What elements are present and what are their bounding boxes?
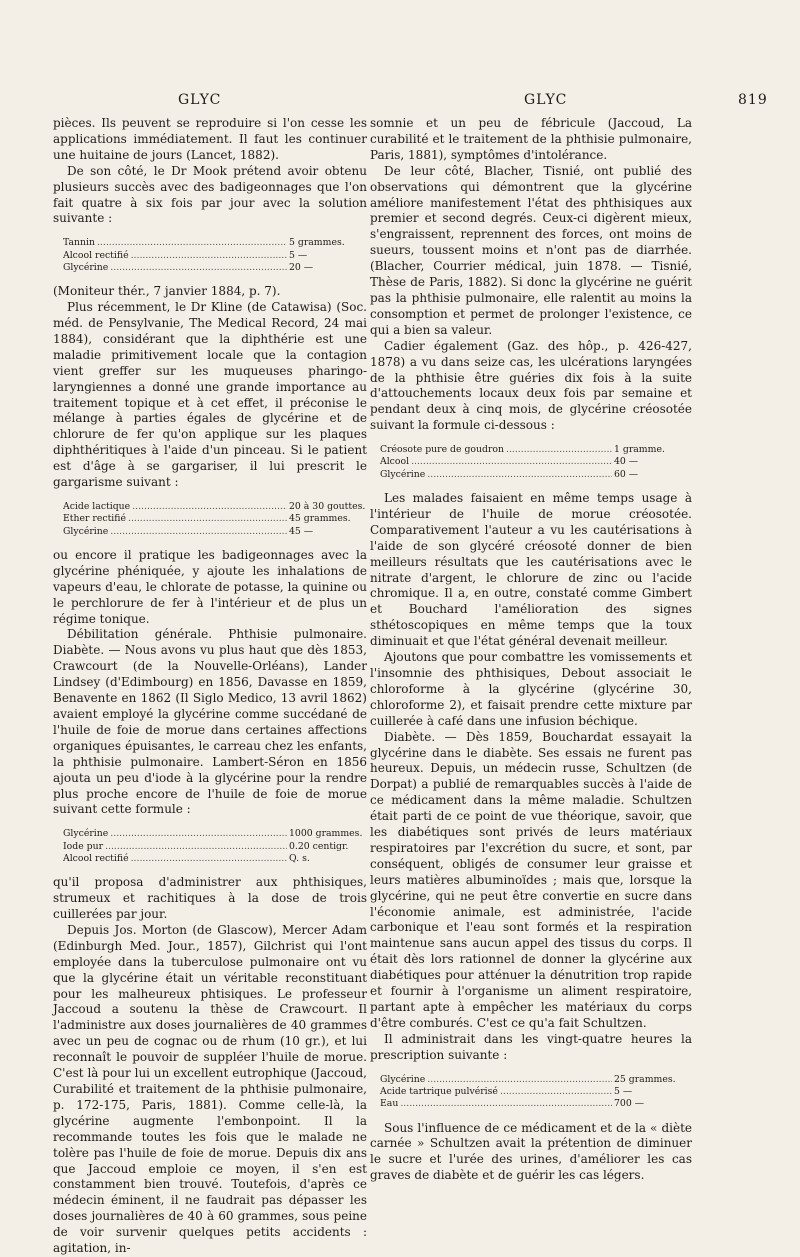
paragraph: Depuis Jos. Morton (de Glascow), Mercer Adam (Edinburgh Med. Jour., 1857), Gilchrist qui l'ont employée dans la tuberculose pulmonaire ont vu que la glycérine était un véritable reconstituant pour les malheureux phtisiques. Le professeur Jaccoud a soutenu la thèse de Crawcourt. Il l'administre aux doses journalières de 40 grammes avec un peu de cognac ou de rhum (10 gr.), et lui reconnaît le pouvoir de suppléer l'huile de morue. C'est là pour lui un excellent eutrophique (Jaccoud, Curabilité et traitement de la phthisie pulmonaire, p. 172-175, Paris, 1881). Comme celle-là, la glycérine augmente l'embonpoint. Il la recommande toutes les fois que le malade ne tolère pas l'huile de foie de morue. Depuis dix ans que Jaccoud emploie ce moyen, il s'en est constamment bien trouvé. Toutefois, d'après ce médecin éminent, il ne faudrait pas dépasser les doses journalières de 40 à 60 grammes, sous peine de voir survenir quelques petits accidents : agitation, in- [53, 922, 367, 1256]
paragraph: ou encore il pratique les badigeonnages avec la glycérine phéniquée, y ajoute les inhalations de vapeurs d'eau, le chlorate de potasse, la quinine ou le perchlorure de fer à l'intérieur et de plus un régime tonique. [53, 547, 367, 626]
recipe-row [63, 526, 367, 538]
quantity: 20 à 30 gouttes. [289, 501, 366, 513]
quantity: 45 grammes. [289, 513, 351, 525]
ingredient: Glycérine [63, 525, 109, 537]
ingredient: Acide lactique [63, 501, 131, 513]
paragraph: De leur côté, Blacher, Tisnié, ont publié des observations qui démontrent que la glycérine améliore manifestement l'état des phthisiques aux premier et second degrés. Ceux-ci digèrent mieux, s'engraissent, reprennent des forces, ont moins de sueurs, toussent moins et n'ont pas de diarrhée. (Blacher, Courrier médical, juin 1878. — Tisnié, Thèse de Paris, 1882). Si donc la glycérine ne guérit pas la phthisie pulmonaire, elle ralentit au moins la consomption et permet de prolonger l'existence, ce qui a bien sa valeur. [370, 163, 692, 337]
paragraph: De son côté, le Dr Mook prétend avoir obtenu plusieurs succès avec des badigeonnages que l'on fait quatre à six fois par jour avec la solution suivante : [53, 163, 367, 226]
recipe-row [63, 513, 367, 525]
quantity: 1 gramme. [614, 444, 665, 456]
recipe-row [380, 1098, 692, 1110]
quantity: 700 — [614, 1098, 644, 1110]
recipe-row [63, 250, 367, 262]
ingredient: Ether rectifié [63, 513, 126, 525]
section-paragraph: Diabète. — Dès 1859, Bouchardat essayait la glycérine dans le diabète. Ses essais ne furent pas heureux. Depuis, un médecin russe, Schultzen (de Dorpat) a publié de remarquables succès à l'aide de ce médicament dans la même maladie. Schultzen était parti de ce point de vue théorique, savoir, que les diabétiques sont privés de leurs matériaux respiratoires par l'excrétion du sucre, et sont, par conséquent, obligés de consumer leur graisse et leurs matières albuminoïdes ; mais que, lorsque la glycérine, qui ne peut être convertie en sucre dans l'économie animale, est administrée, l'acide carbonique et l'eau sont formés et la respiration maintenue sans aucun appel des tissus du corps. Il était dès lors rationnel de donner la glycérine aux diabétiques pour atténuer la dénutrition trop rapide et fournir à l'organisme un aliment respiratoire, partant apte à empêcher les matériaux du corps d'être comburés. C'est ce qu'a fait Schultzen. [370, 729, 692, 1030]
section-paragraph: Débilitation générale. Phthisie pulmonaire. Diabète. — Nous avons vu plus haut que dès 1853, Crawcourt (de la Nouvelle-Orléans), Lander Lindsey (d'Edimbourg) en 1856, Davasse en 1859, Benavente en 1862 (Il Siglo Medico, 13 avril 1862) avaient employé la glycérine comme succédané de l'huile de foie de morue dans certaines affections organiques épuisantes, le carreau chez les enfants, la phthisie pulmonaire. Lambert-Séron en 1856 ajouta un peu d'iode à la glycérine pour la rendre plus proche encore de l'huile de foie de morue suivant cette formule : [53, 627, 367, 817]
recipe-row [380, 1086, 692, 1098]
ingredient: Glycérine [63, 261, 109, 273]
quantity: 5 grammes. [289, 237, 345, 249]
recipe-table [380, 1074, 692, 1111]
recipe-row [380, 444, 692, 456]
page-number: 819 [738, 92, 768, 108]
quantity: 0.20 centigr. [289, 840, 349, 852]
recipe-table [63, 501, 367, 538]
recipe-row [380, 456, 692, 468]
paragraph: Il administrait dans les vingt-quatre heures la prescription suivante : [370, 1031, 692, 1062]
quantity: 5 — [289, 249, 308, 261]
paragraph: pièces. Ils peuvent se reproduire si l'on cesse les applications immédiatement. Il faut les continuer une huitaine de jours (Lancet, 1882). [53, 116, 367, 162]
quantity: 20 — [289, 261, 314, 273]
ingredient: Tannin [63, 237, 95, 249]
recipe-table [63, 828, 367, 865]
recipe-row [63, 501, 367, 513]
running-head-left: GLYC [178, 92, 222, 108]
running-head-right: GLYC [524, 92, 568, 108]
ingredient: Glycérine [380, 468, 426, 480]
ingredient: Glycérine [380, 1073, 426, 1085]
recipe-row [380, 469, 692, 481]
paragraph: somnie et un peu de fébricule (Jaccoud, La curabilité et le traitement de la phthisie pulmonaire, Paris, 1881), symptômes d'intolérance. [370, 116, 692, 162]
quantity: 40 — [614, 456, 639, 468]
recipe-table [380, 444, 692, 481]
quantity: Q. s. [289, 852, 310, 864]
paragraph: Sous l'influence de ce médicament et de la « diète carnée » Schultzen avait la prétention de diminuer le sucre et l'urée des urines, d'améliorer les cas graves de diabète et de guérir les cas légers. [370, 1120, 692, 1183]
paragraph: Ajoutons que pour combattre les vomissements et l'insomnie des phthisiques, Debout associait le chloroforme à la glycérine (glycérine 30, chloroforme 2), et faisait prendre cette mixture par cuillerée à café dans une infusion béchique. [370, 650, 692, 728]
recipe-row [63, 828, 367, 840]
left-column [53, 116, 367, 1257]
recipe-row [380, 1074, 692, 1086]
recipe-table [63, 237, 367, 274]
paragraph: Plus récemment, le Dr Kline (de Catawisa) (Soc. méd. de Pensylvanie, The Medical Record, 24 mai 1884), considérant que la diphthérie est une maladie primitivement locale que la contagion vient greffer sur les muqueuses pharingo-laryngiennes a donné une grande importance au traitement topique et à cet effet, il préconise le mélange à parties égales de glycérine et de chlorure de fer qu'on applique sur les plaques diphthéritiques à l'aide d'un pinceau. Si le patient est d'âge à se gargariser, il lui prescrit le gargarisme suivant : [53, 300, 367, 490]
quantity: 25 grammes. [614, 1073, 676, 1085]
citation: (Moniteur thér., 7 janvier 1884, p. 7). [53, 284, 281, 299]
ingredient: Iode pur [63, 840, 104, 852]
quantity: 1000 grammes. [289, 828, 363, 840]
paragraph: Les malades faisaient en même temps usage à l'intérieur de l'huile de morue créosotée. Comparativement l'auteur a vu les cautérisations à l'aide de son glycéré créosoté donner de bien meilleurs résultats que les cautérisations avec le nitrate d'argent, le chlorure de zinc ou l'acide chromique. Il a, en outre, constaté comme Gimbert et Bouchard l'amélioration des signes sthétoscopiques en même temps que la toux diminuait et que l'état général devenait meilleur. [370, 491, 692, 649]
quantity: 60 — [614, 468, 639, 480]
right-column [370, 116, 692, 1184]
recipe-row [63, 237, 367, 249]
quantity: 45 — [289, 525, 314, 537]
ingredient: Alcool rectifié [63, 249, 129, 261]
paragraph: Cadier également (Gaz. des hôp., p. 426-427, 1878) a vu dans seize cas, les ulcérations laryngées de la phthisie être guéries dix fois à la suite d'attouchements locaux deux fois par semaine et pendant deux à cinq mois, de glycérine créosotée suivant la formule ci-dessous : [370, 338, 692, 433]
recipe-row [63, 853, 367, 865]
ingredient: Alcool [380, 456, 410, 468]
ingredient: Alcool rectifié [63, 852, 129, 864]
ingredient: Créosote pure de goudron [380, 444, 504, 456]
quantity: 5 — [614, 1085, 633, 1097]
ingredient: Glycérine [63, 828, 109, 840]
recipe-row [63, 262, 367, 274]
recipe-row [63, 841, 367, 853]
ingredient: Eau [380, 1098, 399, 1110]
paragraph: qu'il proposa d'administrer aux phthisiques, strumeux et rachitiques à la dose de trois cuillerées par jour. [53, 875, 367, 922]
ingredient: Acide tartrique pulvérisé [380, 1085, 498, 1097]
